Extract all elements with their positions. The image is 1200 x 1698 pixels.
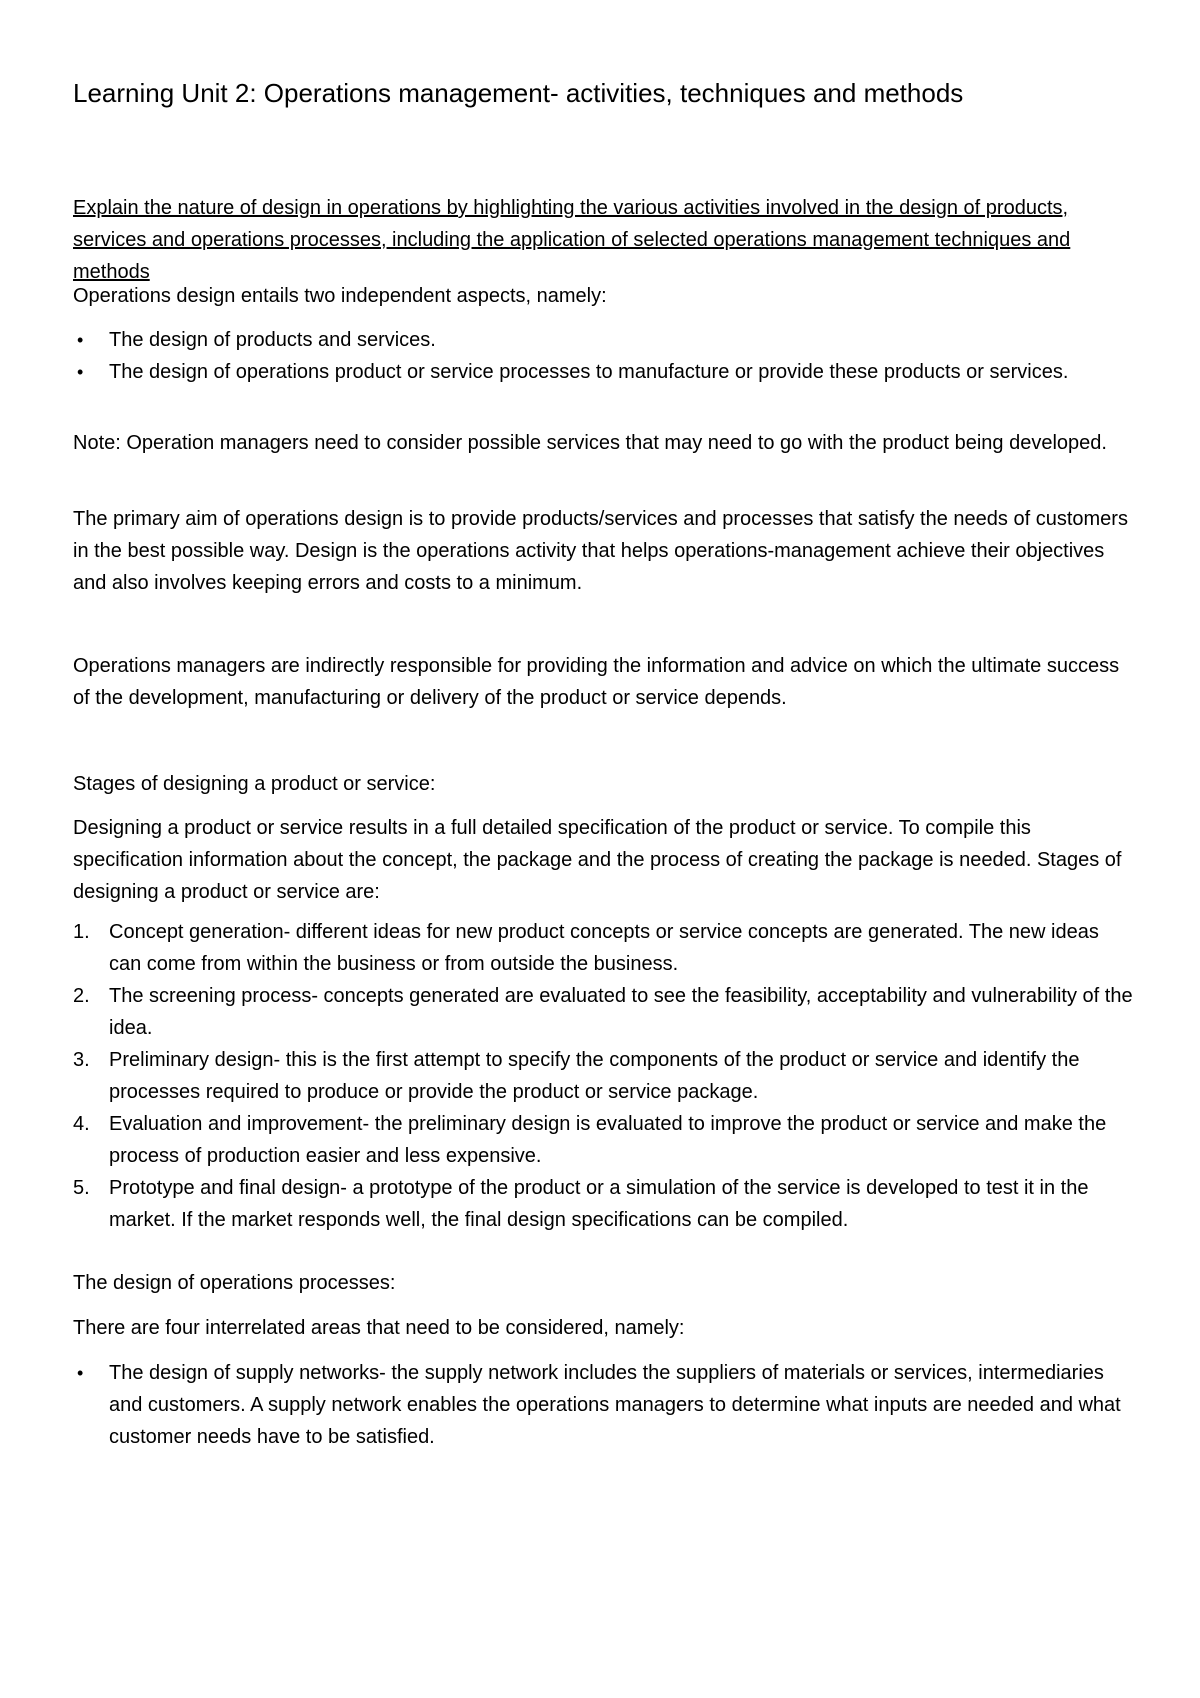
list-item [73, 1044, 1133, 1108]
note-paragraph: Note: Operation managers need to consider possible services that may need to go with the product being developed. [73, 432, 1107, 454]
page-title: Learning Unit 2: Operations management- activities, techniques and methods [73, 78, 964, 108]
list-item [73, 1108, 1133, 1172]
list-item [73, 324, 1133, 356]
list-number: 4. [73, 1113, 90, 1135]
section-objective: Explain the nature of design in operations by highlighting the various activities involved in the design of products, services and operations processes, including the application of selected operations management techniques and methods [73, 197, 1071, 283]
processes-intro-paragraph: There are four interrelated areas that need to be considered, namely: [73, 1317, 685, 1339]
stages-heading: Stages of designing a product or service: [73, 773, 436, 795]
list-item-text: Concept generation- different ideas for new product concepts or service concepts are generated. The new ideas can come from within the business or from outside the business. [109, 921, 1099, 975]
list-item [73, 1172, 1133, 1236]
processes-bullet-list [73, 1357, 1133, 1453]
processes-heading: The design of operations processes: [73, 1272, 396, 1294]
aim-paragraph: The primary aim of operations design is to provide products/services and processes that satisfy the needs of customers in the best possible way. Design is the operations activity that helps operations-management achieve their objectives and also involves keeping errors and costs to a minimum. [73, 508, 1128, 594]
list-item [73, 916, 1133, 980]
list-item-text: The design of operations product or service processes to manufacture or provide these products or services. [109, 361, 1069, 383]
list-item-text: Evaluation and improvement- the preliminary design is evaluated to improve the product or service and make the process of production easier and less expensive. [109, 1113, 1107, 1167]
list-number: 2. [73, 985, 90, 1007]
list-number: 3. [73, 1049, 90, 1071]
list-item-text: The screening process- concepts generated are evaluated to see the feasibility, acceptability and vulnerability of the idea. [109, 985, 1133, 1039]
list-item [73, 356, 1133, 388]
bullet-icon: • [77, 330, 84, 350]
list-number: 5. [73, 1177, 90, 1199]
list-item-text: Preliminary design- this is the first attempt to specify the components of the product or service and identify the processes required to produce or provide the product or service package. [109, 1049, 1080, 1103]
stages-numbered-list [73, 916, 1133, 1236]
list-item-text: Prototype and final design- a prototype of the product or a simulation of the service is developed to test it in the market. If the market responds well, the final design specifications can be compiled. [109, 1177, 1089, 1231]
intro-bullet-list [73, 324, 1133, 388]
list-item-text: The design of products and services. [109, 329, 436, 351]
list-item [73, 1357, 1133, 1453]
stages-intro-paragraph: Designing a product or service results in a full detailed specification of the product or service. To compile this specification information about the concept, the package and the process of creating the package is needed. Stages of designing a product or service are: [73, 817, 1122, 903]
intro-paragraph: Operations design entails two independent aspects, namely: [73, 285, 607, 307]
list-number: 1. [73, 921, 90, 943]
list-item-text: The design of supply networks- the supply network includes the suppliers of materials or services, intermediaries and customers. A supply network enables the operations managers to determine what inputs are needed and what customer needs have to be satisfied. [109, 1362, 1121, 1448]
bullet-icon: • [77, 1363, 84, 1383]
bullet-icon: • [77, 362, 84, 382]
responsibility-paragraph: Operations managers are indirectly responsible for providing the information and advice on which the ultimate success of the development, manufacturing or delivery of the product or service depends. [73, 655, 1120, 709]
list-item [73, 980, 1133, 1044]
